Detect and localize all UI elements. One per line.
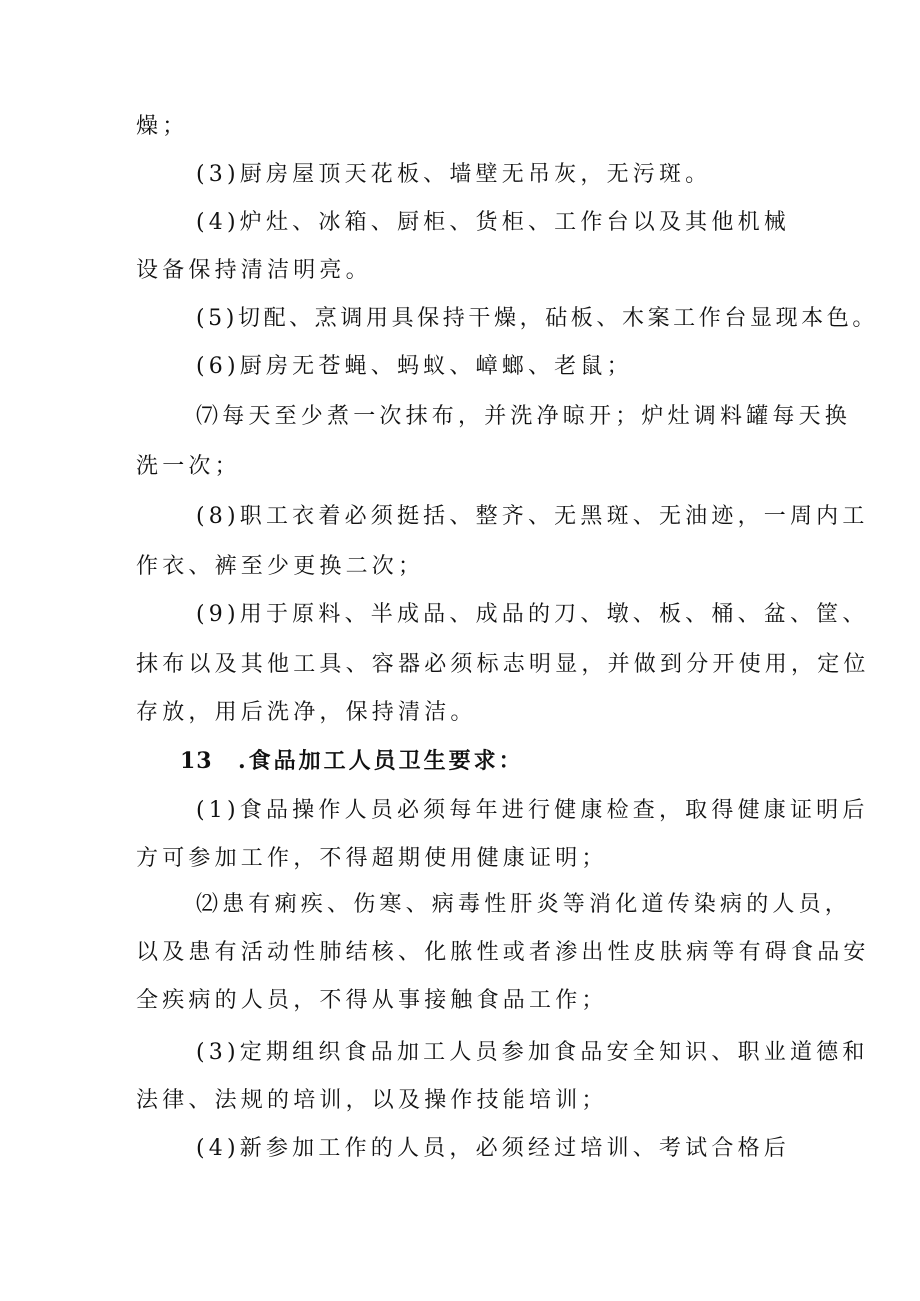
paragraph-line: 法律、法规的培训，以及操作技能培训； (136, 1088, 608, 1113)
section-title: .食品加工人员卫生要求： (238, 748, 524, 774)
paragraph-line: (5)切配、烹调用具保持干燥，砧板、木案工作台显现本色。 (196, 306, 878, 331)
paragraph-line: (9)用于原料、半成品、成品的刀、墩、板、桶、盆、筐、 (196, 602, 869, 627)
paragraph-line: 洗一次； (136, 454, 241, 479)
paragraph-line: 设备保持清洁明亮。 (136, 258, 372, 283)
paragraph-line: ⑵患有痢疾、伤寒、病毒性肝炎等消化道传染病的人员， (196, 892, 852, 917)
paragraph-line: (3)定期组织食品加工人员参加食品安全知识、职业道德和 (196, 1040, 869, 1065)
paragraph-line: 全疾病的人员，不得从事接触食品工作； (136, 988, 608, 1013)
paragraph-line: 以及患有活动性肺结核、化脓性或者渗出性皮肤病等有碍食品安 (136, 940, 870, 965)
paragraph-line: (4)炉灶、冰箱、厨柜、货柜、工作台以及其他机械 (196, 210, 790, 235)
paragraph-line: (1)食品操作人员必须每年进行健康检查，取得健康证明后 (196, 798, 869, 823)
paragraph-line: (4)新参加工作的人员，必须经过培训、考试合格后 (196, 1136, 790, 1161)
section-heading (180, 746, 524, 776)
paragraph-line: 方可参加工作，不得超期使用健康证明； (136, 846, 608, 871)
paragraph-line: 燥； (136, 114, 189, 139)
paragraph-line: 存放，用后洗净，保持清洁。 (136, 700, 477, 725)
paragraph-line: ⑺每天至少煮一次抹布，并洗净晾开；炉灶调料罐每天换 (196, 404, 852, 429)
paragraph-line: 作衣、裤至少更换二次； (136, 554, 425, 579)
paragraph-line: 抹布以及其他工具、容器必须标志明显，并做到分开使用，定位 (136, 652, 870, 677)
paragraph-line: (6)厨房无苍蝇、蚂蚁、嶂螂、老鼠； (196, 354, 633, 379)
paragraph-line: (8)职工衣着必须挺括、整齐、无黑斑、无油迹，一周内工 (196, 504, 869, 529)
paragraph-line: (3)厨房屋顶天花板、墙壁无吊灰，无污斑。 (196, 162, 712, 187)
section-number: 13 (180, 748, 213, 774)
